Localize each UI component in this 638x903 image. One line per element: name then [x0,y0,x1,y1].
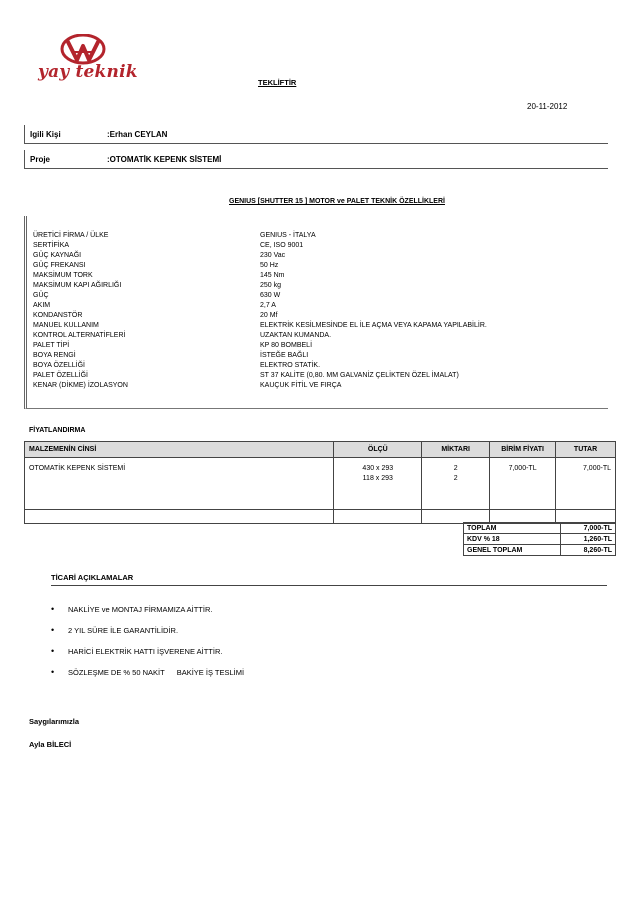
spec-value: UZAKTAN KUMANDA. [260,332,332,339]
spec-key: MAKSİMUM TORK [33,272,93,279]
spec-row [33,372,603,382]
spec-value: KP 80 BOMBELİ [260,342,313,349]
spec-row [33,382,603,392]
col-header-unit-price: BİRİM FİYATI [490,442,556,458]
spec-value: 20 Mf [260,312,278,319]
spec-value: 50 Hz [260,262,279,269]
spec-key: BOYA RENGİ [33,352,76,359]
totals-label: TOPLAM [464,523,561,534]
empty-cell [334,510,422,524]
empty-cell [25,510,334,524]
spec-key: PALET TİPİ [33,342,70,349]
spec-value: CE, ISO 9001 [260,242,304,249]
spec-key: GÜÇ FREKANSI [33,262,86,269]
spec-key: MAKSİMUM KAPI AĞIRLIĞI [33,282,122,289]
spec-value: 145 Nm [260,272,285,279]
spec-key: PALET ÖZELLİĞİ [33,372,88,379]
item-size [334,458,422,510]
item-qty-2: 2 [453,475,458,482]
item-unit-price: 7,000-TL [490,458,556,510]
spec-row [33,262,603,272]
document-date: 20-11-2012 [527,102,568,111]
spec-key: KONTROL ALTERNATİFLERİ [33,332,126,339]
spec-list [24,216,608,409]
spec-value: 2,7 A [260,302,276,309]
list-item-text: NAKLİYE ve MONTAJ FİRMAMIZA AİTTİR. [68,605,213,614]
pricing-heading: FİYATLANDIRMA [29,427,86,434]
list-item-text: BAKİYE İŞ TESLİMİ [176,668,245,677]
spec-key: BOYA ÖZELLİĞİ [33,362,86,369]
spec-key: SERTİFİKA [33,242,70,249]
spec-row [33,252,603,262]
totals-label: KDV % 18 [464,534,561,545]
spec-row [33,302,603,312]
spec-value: ST 37 KALİTE (0,80. MM GALVANİZ ÇELİKTEN ÖZEL İMALAT) [260,372,459,379]
contact-value: :Erhan CEYLAN [107,130,168,139]
spec-key: KONDANSTÖR [33,312,83,319]
spec-row [33,282,603,292]
spec-row [33,292,603,302]
logo-text: yay teknik [38,62,138,82]
list-item [51,647,244,668]
bullet-icon: • [51,646,55,656]
item-size-1: 430 x 293 [362,465,394,472]
totals-row [464,545,616,556]
pricing-table [24,441,616,524]
table-row [25,458,616,510]
spec-value: ELEKTRO STATİK. [260,362,321,369]
item-name: OTOMATİK KEPENK SİSTEMİ [25,458,334,510]
totals-amount: 1,260-TL [560,534,615,545]
project-label: Proje [30,155,51,164]
closing-greeting: Saygılarımızla [29,717,80,726]
item-qty [422,458,490,510]
spec-value: ELEKTRİK KESİLMESİNDE EL İLE AÇMA VEYA KAPAMA YAPILABİLİR. [260,322,487,329]
item-qty-1: 2 [453,465,458,472]
list-item [51,626,244,647]
list-item-text: 2 YIL SÜRE İLE GARANTİLİDİR. [68,626,179,635]
spec-title: GENIUS [SHUTTER 15 ] MOTOR ve PALET TEKNİK ÖZELLİKLERİ [229,198,445,205]
spec-row [33,322,603,332]
spec-value: KAUÇUK FİTİL VE FIRÇA [260,382,342,389]
commercial-heading: TİCARİ AÇIKLAMALAR [51,573,607,586]
spec-row [33,272,603,282]
col-header-name: MALZEMENİN CİNSİ [25,442,334,458]
item-size-2: 118 x 293 [362,475,393,482]
spec-key: GÜÇ [33,292,49,299]
item-total: 7,000-TL [556,458,616,510]
totals-label: GENEL TOPLAM [464,545,561,556]
spec-row [33,232,603,242]
spec-value: İSTEĞE BAĞLI [260,352,309,359]
list-item [51,668,244,689]
pricing-header-row [25,442,616,458]
spec-key: MANUEL KULLANIM [33,322,99,329]
spec-key: AKIM [33,302,51,309]
totals-row [464,523,616,534]
col-header-qty: MİKTARI [422,442,490,458]
spec-row [33,362,603,372]
company-logo [34,34,144,90]
spec-row [33,332,603,342]
totals-table [463,522,616,556]
contact-label: Igili Kişi [30,130,61,139]
signer-name: Ayla BİLECİ [29,740,72,749]
totals-amount: 7,000-TL [560,523,615,534]
project-row [24,150,608,169]
spec-row [33,242,603,252]
spec-value: 230 Vac [260,252,286,259]
spec-key: GÜÇ KAYNAĞI [33,252,82,259]
spec-value: GENIUS - İTALYA [260,232,316,239]
spec-key: KENAR (DİKME) İZOLASYON [33,382,128,389]
document-title: TEKLİFTİR [258,78,297,87]
contact-row [24,125,608,144]
spec-value: 630 W [260,292,281,299]
spec-row [33,352,603,362]
totals-amount: 8,260-TL [560,545,615,556]
col-header-total: TUTAR [556,442,616,458]
project-value: :OTOMATİK KEPENK SİSTEMİ [107,155,222,164]
list-item [51,605,244,626]
commercial-list [51,605,244,689]
spec-row [33,342,603,352]
bullet-icon: • [51,667,55,677]
bullet-icon: • [51,625,55,635]
col-header-size: ÖLÇÜ [334,442,422,458]
bullet-icon: • [51,604,55,614]
totals-row [464,534,616,545]
spec-value: 250 kg [260,282,282,289]
list-item-text: SÖZLEŞME DE % 50 NAKİT [68,668,165,677]
list-item-text: HARİCİ ELEKTRİK HATTI İŞVERENE AİTTİR. [68,647,223,656]
spec-row [33,312,603,322]
spec-key: ÜRETİCİ FİRMA / ÜLKE [33,232,109,239]
